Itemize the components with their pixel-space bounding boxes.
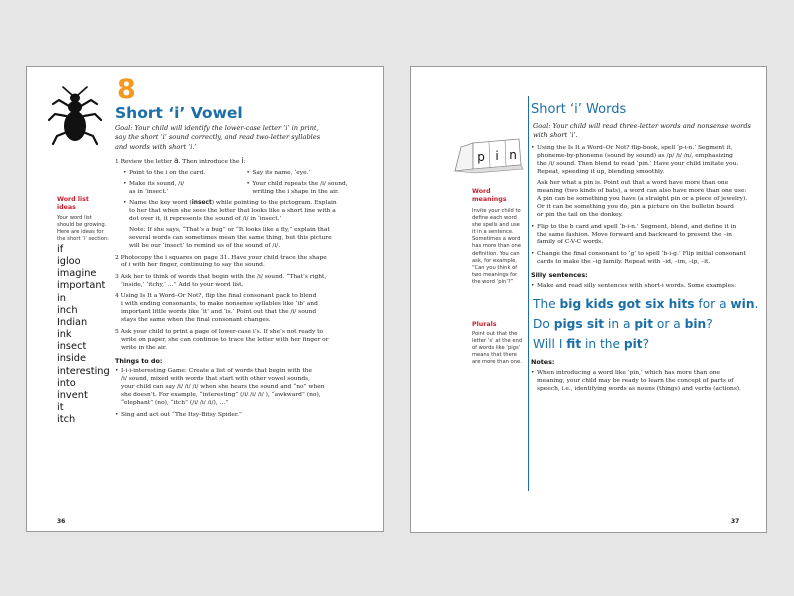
bullet-item: • I-i-i-interesting Game: Create a list of words that begin with the [115, 368, 312, 375]
silly-item: • Make and read silly sentences with short-i words. Some examples: [531, 282, 737, 289]
text-run: Your child repeats the /i/ sound, [252, 181, 348, 188]
text-run: . Then introduce the [178, 159, 242, 165]
text-run: important little words like ‘it’ and ‘is.’ Point out that the /i/ sound [121, 309, 317, 316]
text-run: Flip to the b card and spell ‘b-i-n.’ Segment, blend, and define it in [537, 223, 737, 230]
text-run: Note: If she says, “That’s a bug” or “It looks like a fly,” explain that [129, 227, 330, 234]
highlight-words: big kids got six hits [559, 297, 695, 312]
bullet-item: • Change the final consonant to ‘g’ to spell ‘b-i-g.’ Flip initial consonant [531, 250, 746, 257]
intro-line: the short ‘i’ section: [57, 236, 109, 243]
heading-line: meanings [472, 196, 507, 203]
side-line: has more than one [472, 243, 521, 250]
lesson-number: 8 [117, 74, 136, 105]
silly-sentence [533, 294, 763, 314]
highlight-words: win [730, 297, 755, 312]
text-run: or a [653, 317, 685, 332]
silly-sentence [533, 334, 763, 354]
flip-letter-n: n [509, 148, 517, 162]
list-item: ink [57, 329, 72, 341]
flip-letter-p: p [477, 150, 485, 164]
right-page [410, 66, 767, 533]
list-item: igloo [57, 256, 81, 268]
text-run: phoneme-by-phoneme (sound by sound) as /p/ /i/ /n/, emphasizing [537, 152, 733, 159]
text-run: 1 Review the letter [115, 159, 174, 165]
bullet-item: • When introducing a word like ‘pin,’ which has more than one [531, 370, 721, 377]
text-run: 4 Using Is It a Word–Or Not?, flip the final consonant pack to blend [115, 293, 317, 300]
heading-line: ideas [57, 204, 76, 211]
text-run: in a [604, 317, 635, 332]
heading-line: Word list [57, 196, 89, 203]
text-run: A pin can be something you have (a straight pin or a piece of jewelry). [537, 196, 748, 203]
list-item: important [57, 280, 106, 292]
word-list-heading [57, 196, 107, 212]
highlight-words: pit [634, 317, 654, 332]
notes-item [531, 370, 763, 394]
letter-a: a [173, 156, 179, 165]
side-line: the word ‘pin’?” [472, 278, 514, 285]
highlight-words: pigs sit [553, 317, 605, 332]
text-run: cards to make the –ig family. Repeat with –id, –im, –ip, –it. [537, 258, 711, 265]
text-run: she doesn’t. For example, “interesting” (/i/ /i/ /i/ ), “awkward” (no), [121, 392, 321, 399]
text-run: Will I [533, 337, 567, 352]
text-run: 3 Ask her to think of words that begin with the /i/ sound. “That’s right, [115, 273, 327, 280]
left-page [26, 66, 384, 532]
side-line: Sometimes a word [472, 236, 521, 243]
side-line: she spells and use [472, 222, 520, 229]
lesson-steps [115, 157, 380, 423]
text-run: or pin the tail on the donkey. [537, 212, 623, 219]
highlight-words: bin [684, 317, 707, 332]
text-run: : [243, 159, 246, 165]
lesson-goal [115, 124, 377, 152]
list-item: Indian [57, 316, 88, 328]
list-item: it [57, 402, 64, 414]
item-2 [531, 224, 763, 248]
things-to-do-heading: Things to do: [115, 356, 163, 365]
step-1-col-right [246, 170, 369, 197]
bullet-item: • Make its sound, /i/ [123, 181, 185, 188]
lesson-goal [533, 122, 759, 141]
step-1-columns [115, 170, 380, 197]
side-line: it in a sentence. [472, 229, 514, 236]
page-number: 37 [731, 518, 740, 525]
side-line: are more than one. [472, 359, 522, 366]
step-2 [115, 255, 380, 271]
step-1-col-left [123, 170, 246, 197]
list-item: imagine [57, 268, 97, 280]
text-run: write in the air. [121, 344, 167, 351]
text-run: Or it can be something you do, pin a picture on the bulletin board [537, 204, 734, 211]
side-line: Point out that the [472, 331, 518, 337]
goal-line: with short ‘i’. [533, 131, 578, 140]
text-run: will be our ‘insect’ to remind us of the sound of /i/. [129, 243, 281, 250]
step-5 [115, 329, 380, 353]
intro-line: Here are ideas for [57, 229, 104, 236]
text-run: the same fashion. Move forward and backward to present the –in [537, 231, 732, 238]
goal-line: say the short ‘i’ sound correctly, and read two-letter syllables [115, 133, 321, 142]
page-title: Short ‘i’ Words [531, 102, 627, 117]
side-line: define each word [472, 215, 517, 222]
text-run: to her that when she sees the letter that looks like a short line with a [129, 207, 336, 214]
bullet-item: • Your child repeats the /i/ sound, [246, 181, 348, 188]
letter-i: i [241, 156, 244, 165]
text-run: speech, i.e., identifying words as nouns (things) and verbs (actions). [537, 386, 742, 393]
text-run: Change the final consonant to ‘g’ to spell ‘b-i-g.’ Flip initial consonant [537, 250, 746, 257]
flip-book-icon [453, 137, 525, 175]
side-line: two meanings for [472, 271, 518, 278]
text-run: write on paper, she can continue to trace the letter with her finger or [121, 336, 329, 343]
highlight-words: pit [623, 337, 643, 352]
list-item: itch [57, 414, 76, 426]
step-1-note [115, 227, 380, 251]
word-meanings-text [472, 208, 527, 286]
insect-icon [47, 86, 103, 146]
highlight-words: fit [566, 337, 582, 352]
side-line: Invite your child to [472, 208, 521, 214]
text-run: in the [581, 337, 624, 352]
text-run: of i with her finger, continuing to say the sound. [121, 262, 265, 269]
bullet-item: • Point to the i on the card. [123, 170, 206, 177]
side-line: “Can you think of [472, 264, 518, 271]
text-run: meaning (two kinds of bats), a word can also have more than one use: [537, 188, 747, 195]
text-run: Point to the i on the card. [129, 170, 206, 177]
text-run: for a [694, 297, 731, 312]
notes-heading: Notes: [531, 358, 555, 367]
silly-sentences-heading: Silly sentences: [531, 270, 588, 279]
page-number: 36 [57, 518, 66, 525]
text-run: Repeat, speeding it up, blending smoothly. [537, 168, 665, 175]
text-run: i with ending consonants, to make nonsense syllables like ‘ib’ and [121, 301, 318, 308]
silly-sentence [533, 314, 763, 334]
text-run: as in ‘insect.’ [129, 189, 169, 196]
text-run: Make and read silly sentences with short-i words. Some examples: [537, 282, 737, 289]
side-line: definition. You can [472, 250, 520, 257]
text-run: . [754, 297, 759, 312]
text-run: stays the same when the final consonant changes. [121, 317, 271, 324]
things-item-1 [115, 368, 380, 408]
side-line: of words like ‘pigs’ [472, 345, 521, 352]
list-item: in [57, 292, 66, 304]
text-run: Ask her what a pin is. Point out that a word have more than one [537, 180, 729, 187]
text-run: several words can sometimes mean the same thing, but this picture [129, 235, 332, 242]
text-run: meaning, your child may be ready to learn the concept of parts of [537, 378, 734, 385]
text-run: Make its sound, /i/ [129, 181, 185, 188]
step-3 [115, 274, 380, 290]
list-item: into [57, 377, 76, 389]
item-3 [531, 251, 763, 267]
intro-line: should be growing. [57, 222, 107, 229]
flip-letter-i: i [495, 149, 499, 163]
item-1-more [531, 180, 763, 220]
bullet-item: • Say its name, ‘eye.’ [246, 170, 311, 177]
list-item: inch [57, 304, 78, 316]
text-run: The [533, 297, 560, 312]
text-run: the /i/ sound. Then blend to read ‘pin.’ Have your child imitate you. [537, 160, 739, 167]
intro-line: Your word list [57, 215, 92, 221]
text-run: family of C-V-C words. [537, 239, 604, 246]
step-1-intro [115, 157, 380, 167]
text-run: Say its name, ‘eye.’ [252, 170, 311, 177]
text-run: 5 Ask your child to print a page of lower-case i’s. If she’s not ready to [115, 328, 324, 335]
step-1-keyword [115, 200, 380, 224]
text-run: /i/ sound, mixed with words that start with other vowel sounds, [121, 376, 311, 383]
text-run: ‘inside,’ ‘itchy,’ …” Add to your word list. [121, 281, 244, 288]
word-meanings-heading [472, 188, 524, 204]
key-word: insect [191, 199, 212, 206]
text-run: Using the Is It a Word–Or Not? flip-book, spell ‘p-i-n.’ Segment it, [537, 145, 733, 151]
step-4 [115, 293, 380, 325]
text-run: I-i-i-interesting Game: Create a list of words that begin with the [121, 368, 312, 375]
goal-line: Goal: Your child will identify the lower-case letter ‘i’ in print, [115, 124, 319, 132]
lesson-body [531, 145, 763, 398]
side-line: means that there [472, 352, 517, 359]
list-item: invent [57, 389, 88, 401]
word-list-intro [57, 215, 109, 243]
bullet-item: • Using the Is It a Word–Or Not? flip-book, spell ‘p-i-n.’ Segment it, [531, 145, 733, 151]
goal-line: and words with short ‘i.’ [115, 142, 197, 151]
text-run: ? [706, 317, 713, 332]
text-run: writing the i shape in the air. [252, 189, 340, 196]
column-rule [528, 96, 529, 491]
lesson-title: Short ‘i’ Vowel [115, 104, 243, 122]
things-item-2: • Sing and act out “The Itsy-Bitsy Spider.” [115, 411, 242, 418]
text-run: When introducing a word like ‘pin,’ which has more than one [537, 370, 721, 377]
list-item: insect [57, 341, 87, 353]
list-item: interesting [57, 365, 110, 377]
silly-sentences [531, 294, 763, 354]
text-run: Do [533, 317, 554, 332]
text-run: dot over it, it represents the sound of /i/ in ‘insect.’ [129, 215, 282, 222]
list-item: if [57, 244, 64, 255]
plurals-text [472, 331, 527, 366]
side-line: ask, for example, [472, 257, 517, 264]
text-run: your child can say /i/ /i/ /i/ when she hears the sound and “no” when [121, 384, 325, 391]
bullet-item: • Flip to the b card and spell ‘b-i-n.’ Segment, blend, and define it in [531, 223, 737, 230]
text-run: Sing and act out “The Itsy-Bitsy Spider.” [121, 411, 242, 418]
text-run: Name the key word ( [129, 199, 192, 206]
goal-line: Goal: Your child will read three-letter words and nonsense words [533, 122, 751, 130]
side-line: letter ‘s’ at the end [472, 338, 523, 345]
list-item: inside [57, 353, 87, 365]
item-1 [531, 145, 763, 177]
text-run: 2 Photocopy the i squares on page 31. Have your child trace the shape [115, 254, 327, 261]
plurals-heading: Plurals [472, 321, 497, 328]
text-run: ) while pointing to the pictogram. Explain [211, 199, 337, 206]
text-run: ? [642, 337, 650, 352]
heading-line: Word [472, 188, 491, 195]
text-run: “elephant” (no), “itch” (/i/ /i/ /i/), …” [121, 400, 229, 407]
bullet-item: • Name the key word (insect) while pointing to the pictogram. Explain [123, 199, 337, 206]
